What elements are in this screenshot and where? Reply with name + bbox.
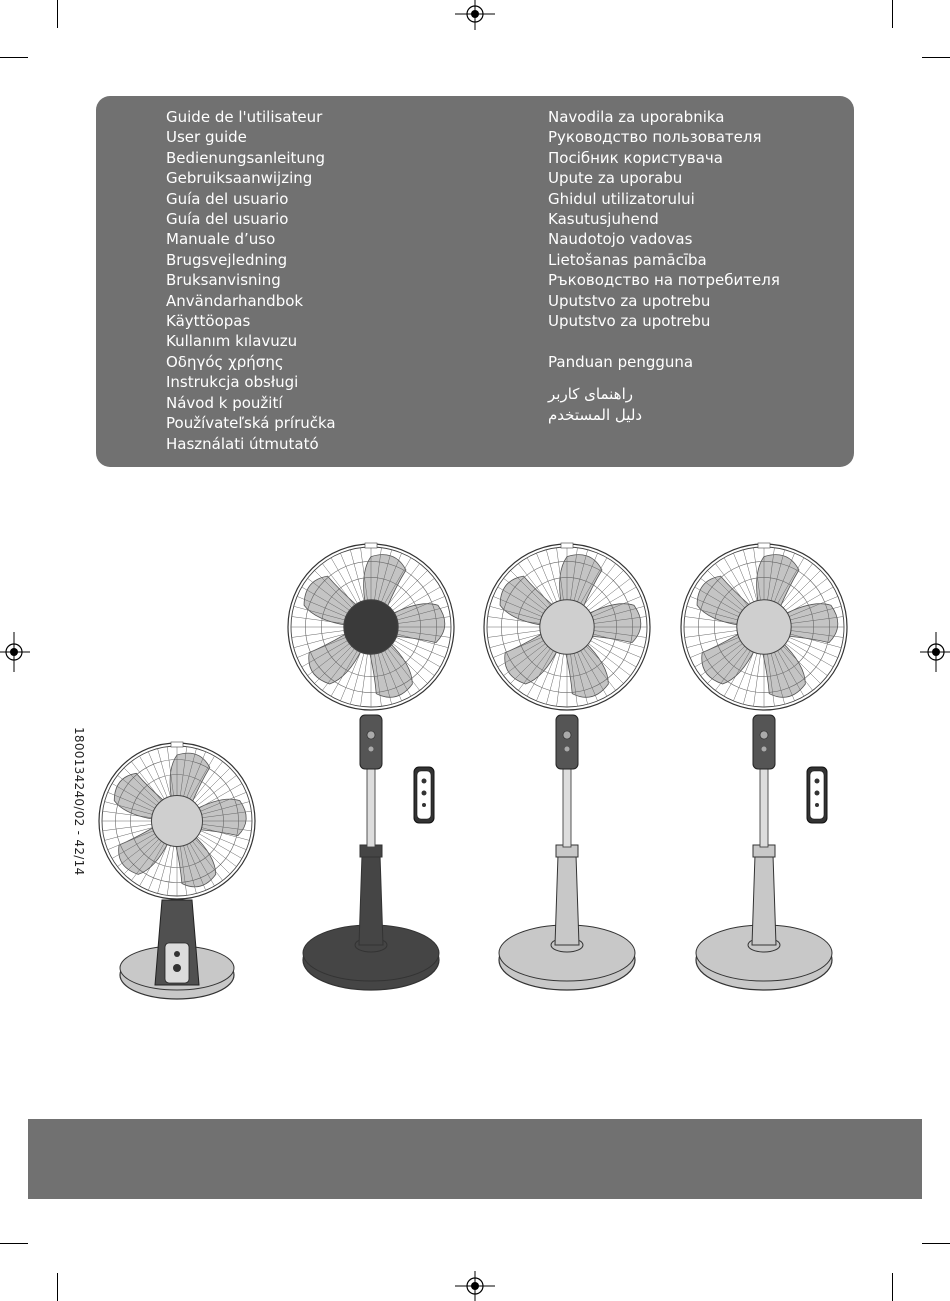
fan-head	[681, 543, 847, 710]
registration-mark-top	[455, 0, 495, 30]
language-title-persian: راهنمای کاربر	[548, 385, 634, 404]
crop-mark	[57, 1273, 58, 1301]
fan-hub	[152, 796, 203, 847]
language-title: Ghidul utilizatorului	[548, 189, 695, 208]
crop-mark	[892, 1273, 893, 1301]
language-title: Οδηγός χρήσης	[166, 352, 284, 371]
crop-mark	[0, 57, 28, 58]
fan-hub	[737, 600, 791, 654]
fan-column	[359, 855, 383, 945]
language-title: Brugsvejledning	[166, 250, 288, 269]
fan-control-panel	[556, 715, 578, 769]
language-title: Naudotojo vadovas	[548, 230, 693, 249]
language-title-indonesian: Panduan pengguna	[548, 352, 694, 371]
crop-mark	[57, 0, 58, 28]
crop-mark	[892, 0, 893, 28]
language-title: Руководство пользователя	[548, 128, 762, 147]
language-title: Uputstvo za upotrebu	[548, 312, 711, 331]
crop-mark	[922, 1243, 950, 1244]
language-title: Upute za uporabu	[548, 169, 683, 188]
fan-head	[99, 742, 255, 899]
fan-pole	[563, 765, 571, 847]
registration-mark-bottom	[455, 1271, 495, 1301]
crop-mark	[0, 1243, 28, 1244]
language-title: Használati útmutató	[166, 434, 319, 453]
language-title: Guía del usuario	[166, 210, 289, 229]
bottom-color-band	[28, 1119, 922, 1199]
language-list-left	[166, 107, 336, 454]
pedestal-fan	[679, 535, 879, 1015]
language-title-arabic: دليل المستخدم	[548, 405, 643, 424]
language-title: Kasutusjuhend	[548, 210, 659, 229]
language-title: Användarhandbok	[166, 291, 304, 310]
document-code: 1800134240/02 - 42/14	[72, 727, 86, 876]
fan-pole	[367, 765, 375, 847]
language-title: Navodila za uporabnika	[548, 108, 725, 126]
fan-control-panel	[753, 715, 775, 769]
language-title: Guía del usuario	[166, 189, 289, 208]
language-title: Guide de l'utilisateur	[166, 108, 323, 126]
language-list-right	[548, 107, 780, 425]
fan-hub	[540, 600, 594, 654]
registration-mark-left	[0, 632, 30, 672]
fan-hub	[344, 600, 398, 654]
language-title: Návod k použití	[166, 393, 283, 412]
fan-control-panel	[360, 715, 382, 769]
language-title: Gebruiksaanwijzing	[166, 169, 313, 188]
remote-control	[414, 767, 434, 823]
language-title: Používateľská príručka	[166, 414, 336, 433]
pedestal-fan	[482, 535, 682, 1015]
language-title: Käyttöopas	[166, 312, 251, 331]
language-title: User guide	[166, 128, 247, 147]
fan-column	[752, 855, 776, 945]
language-title: Bruksanvisning	[166, 271, 281, 290]
fan-pole	[760, 765, 768, 847]
fan-head	[484, 543, 650, 710]
language-title: Ръководство на потребителя	[548, 271, 780, 290]
language-title: Instrukcja obsługi	[166, 373, 299, 392]
language-title: Uputstvo za upotrebu	[548, 291, 711, 310]
desk-fan	[92, 735, 272, 1005]
crop-mark	[922, 57, 950, 58]
language-title: Посібник користувача	[548, 148, 723, 167]
fan-control-panel	[165, 943, 189, 983]
language-title: Manuale d’uso	[166, 230, 276, 249]
registration-mark-right	[920, 632, 950, 672]
fan-column	[555, 855, 579, 945]
remote-control	[807, 767, 827, 823]
language-title: Bedienungsanleitung	[166, 148, 325, 167]
language-title: Kullanım kılavuzu	[166, 332, 298, 351]
language-title: Lietošanas pamācība	[548, 250, 707, 269]
fan-head	[288, 543, 454, 710]
pedestal-fan	[286, 535, 486, 1015]
